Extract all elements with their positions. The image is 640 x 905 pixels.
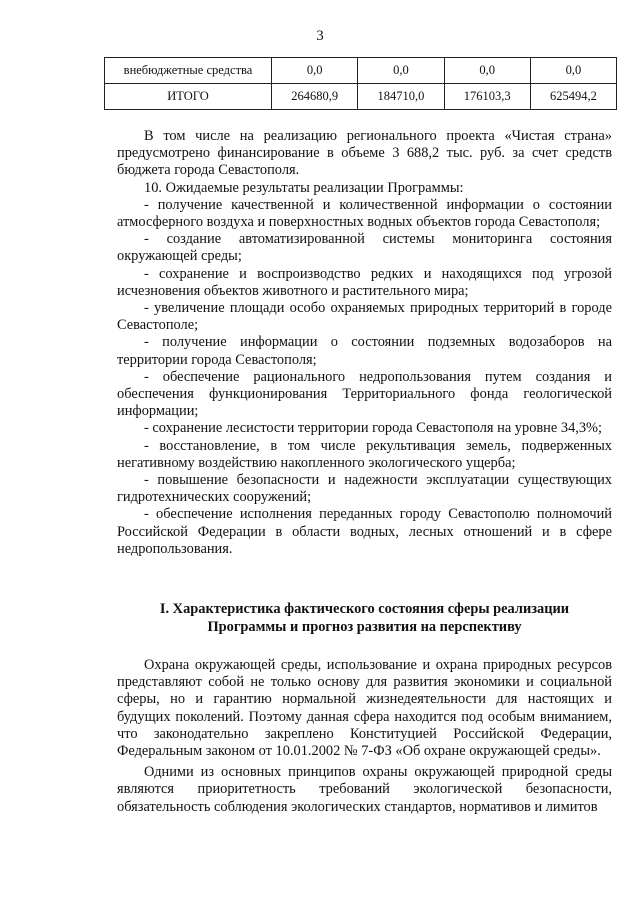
table-cell-label: внебюджетные средства bbox=[105, 58, 272, 84]
table-cell-label: ИТОГО bbox=[105, 84, 272, 110]
table-row bbox=[105, 58, 617, 84]
list-item: - создание автоматизированной системы мониторинга состояния окружающей среды; bbox=[117, 231, 612, 265]
paragraph: В том числе на реализацию регионального проекта «Чистая страна» предусмотрено финансирование в объеме 3 688,2 тыс. руб. за счет средств бюджета города Севастополя. bbox=[117, 128, 612, 179]
table-cell: 625494,2 bbox=[530, 84, 616, 110]
section-heading bbox=[117, 600, 612, 636]
paragraph: Охрана окружающей среды, использование и охрана природных ресурсов представляют собой не только основу для развития экономики и социальной сферы, но и гарантию нормальной жизнедеятельности для настоящих и будущих поколений. Поэтому данная сфера находится под особым вниманием, что законодательно закреплено Конституцией Российской Федерации, Федеральным законом от 10.01.2002 № 7-ФЗ «Об охране окружающей среды». bbox=[117, 657, 612, 760]
table-cell: 0,0 bbox=[530, 58, 616, 84]
list-item: - повышение безопасности и надежности эксплуатации существующих гидротехнических сооружений; bbox=[117, 472, 612, 506]
table-cell: 184710,0 bbox=[358, 84, 444, 110]
table-cell: 0,0 bbox=[272, 58, 358, 84]
funding-table bbox=[104, 57, 617, 110]
list-item: - увеличение площади особо охраняемых природных территорий в городе Севастополе; bbox=[117, 300, 612, 334]
section-heading-line: Программы и прогноз развития на перспективу bbox=[207, 619, 522, 635]
paragraph: Одними из основных принципов охраны окружающей природной среды являются приоритетность требований экологической безопасности, обязательность соблюдения экологических стандартов, нормативов и лимитов bbox=[117, 764, 612, 815]
section-heading-line: I. Характеристика фактического состояния сферы реализации bbox=[159, 601, 570, 617]
table-cell: 176103,3 bbox=[444, 84, 530, 110]
table-cell: 0,0 bbox=[444, 58, 530, 84]
results-section bbox=[117, 128, 612, 558]
list-item: - сохранение и воспроизводство редких и находящихся под угрозой исчезновения объектов животного и растительного мира; bbox=[117, 265, 612, 299]
list-item: - получение информации о состоянии подземных водозаборов на территории города Севастополя; bbox=[117, 334, 612, 368]
list-item: - обеспечение рационального недропользования путем создания и обеспечения функционирования Территориального фонда геологической информации; bbox=[117, 368, 612, 420]
overview-section bbox=[117, 657, 612, 816]
list-item: - сохранение лесистости территории города Севастополя на уровне 34,3%; bbox=[144, 420, 603, 437]
list-item: - получение качественной и количественной информации о состоянии атмосферного воздуха и поверхностных водных объектов города Севастополя; bbox=[117, 196, 612, 231]
page-number: 3 bbox=[316, 28, 324, 44]
table-cell: 264680,9 bbox=[272, 84, 358, 110]
list-item: - обеспечение исполнения переданных городу Севастополю полномочий Российской Федерации в области водных, лесных отношений и в сфере недропользования. bbox=[117, 506, 612, 557]
table-cell: 0,0 bbox=[358, 58, 444, 84]
paragraph: 10. Ожидаемые результаты реализации Программы: bbox=[144, 179, 464, 196]
list-item: - восстановление, в том числе рекультивация земель, подверженных негативному воздействию накопленного экологического ущерба; bbox=[117, 437, 612, 471]
table-row bbox=[105, 84, 617, 110]
